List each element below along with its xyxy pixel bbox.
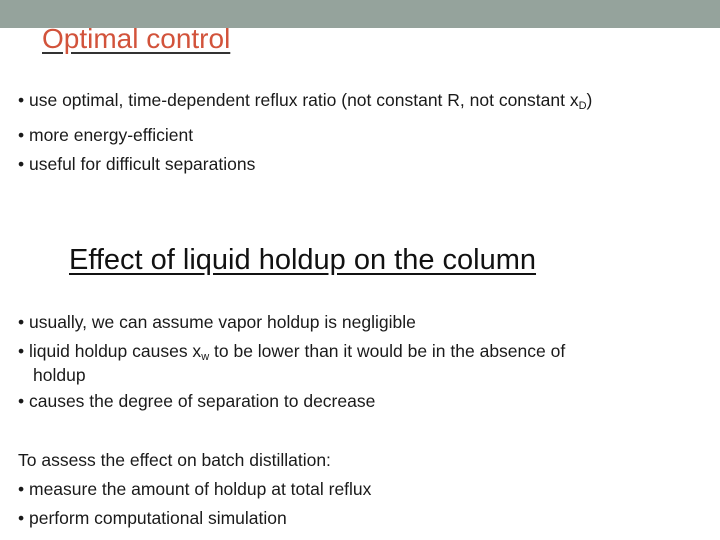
bullet-reflux-ratio — [18, 86, 592, 121]
heading-optimal-control: Optimal control — [42, 23, 231, 54]
heading-liquid-holdup: Effect of liquid holdup on the column — [69, 244, 537, 276]
bullet-energy-efficient: • more energy-efficient — [18, 125, 194, 145]
assess-bullets — [18, 475, 371, 533]
assess-intro: To assess the effect on batch distillation: — [18, 450, 331, 470]
bullet-measure-holdup: • measure the amount of holdup at total reflux — [18, 479, 372, 499]
bullet-text: • use optimal, time-dependent reflux ratio (not constant R, not constant x — [18, 90, 579, 110]
bullet-vapor-holdup: • usually, we can assume vapor holdup is negligible — [18, 312, 416, 332]
holdup-bullets — [18, 308, 565, 416]
bullet-text: to be lower than it would be in the absence of — [209, 341, 566, 361]
subscript: w — [201, 351, 210, 363]
bullet-difficult-separations: • useful for difficult separations — [18, 154, 256, 174]
bullet-simulation: • perform computational simulation — [18, 508, 287, 528]
bullet-text: ) — [586, 90, 593, 110]
bullet-degree-separation: • causes the degree of separation to decrease — [18, 391, 376, 411]
bullet-text: • liquid holdup causes x — [18, 341, 202, 361]
bullet-liquid-holdup — [18, 337, 565, 372]
optimal-control-bullets — [18, 86, 592, 179]
bullet-continuation: holdup — [33, 365, 86, 385]
subscript: D — [578, 100, 587, 112]
